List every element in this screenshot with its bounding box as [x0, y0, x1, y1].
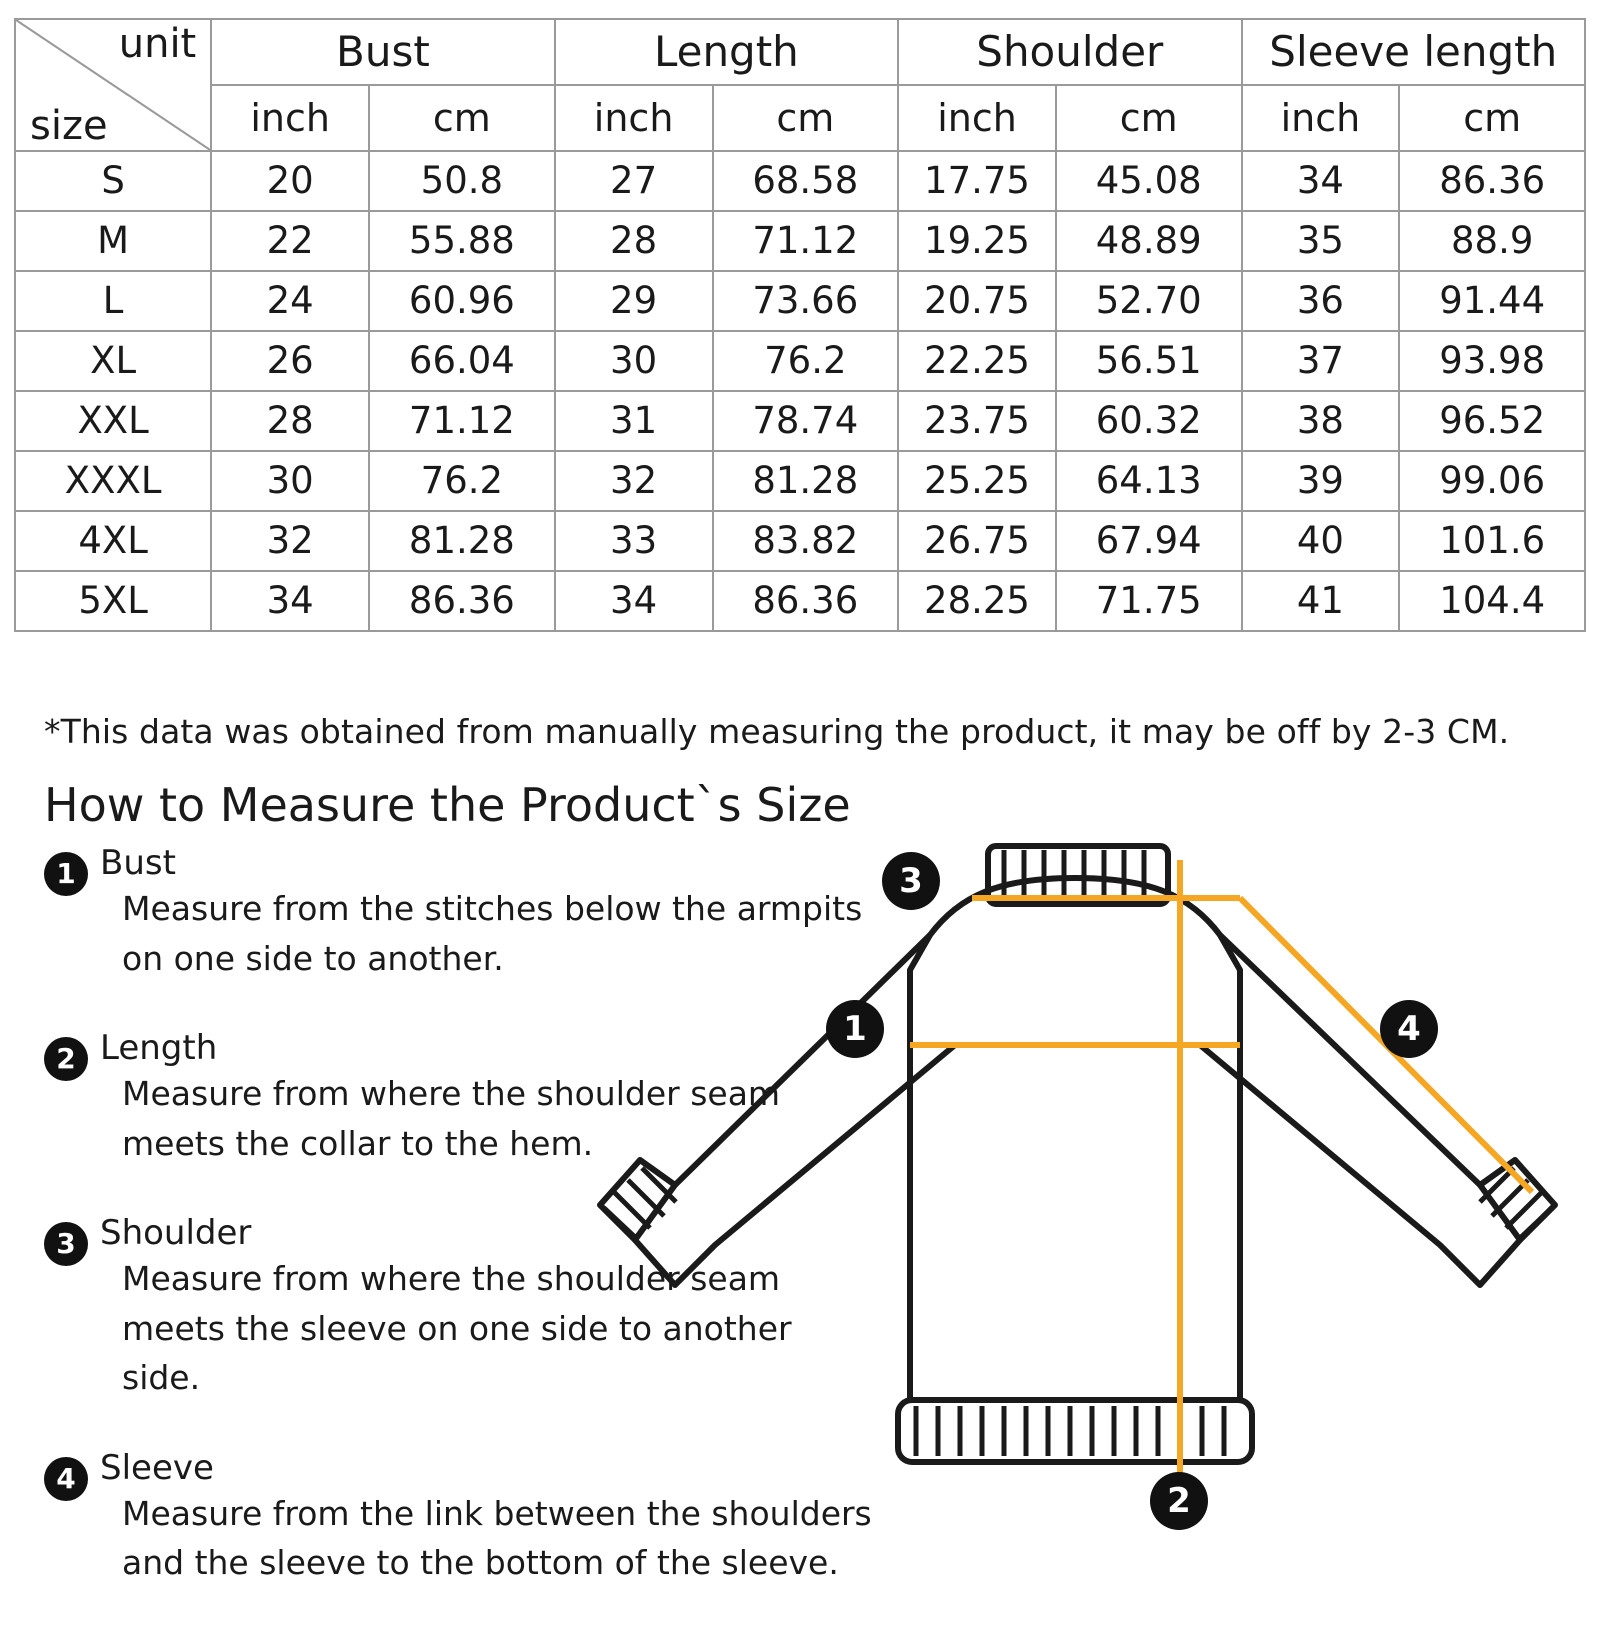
subheader-bust-cm: cm — [369, 85, 555, 151]
cell-sleeve-cm: 86.36 — [1399, 151, 1585, 211]
subheader-sleeve-inch: inch — [1242, 85, 1400, 151]
cell-length-cm: 78.74 — [713, 391, 899, 451]
cell-sleeve-inch: 39 — [1242, 451, 1400, 511]
diagram-marker-3: 3 — [882, 852, 940, 910]
subheader-shoulder-inch: inch — [898, 85, 1056, 151]
cell-bust-cm: 60.96 — [369, 271, 555, 331]
cell-bust-inch: 30 — [211, 451, 369, 511]
cell-sleeve-inch: 34 — [1242, 151, 1400, 211]
group-header-sleeve-length: Sleeve length — [1242, 19, 1585, 85]
cell-shoulder-cm: 60.32 — [1056, 391, 1242, 451]
cell-length-cm: 86.36 — [713, 571, 899, 631]
cell-bust-inch: 22 — [211, 211, 369, 271]
subheader-bust-inch: inch — [211, 85, 369, 151]
measurement-disclaimer: *This data was obtained from manually measuring the product, it may be off by 2-3 CM. — [44, 712, 1510, 751]
sweater-illustration — [580, 840, 1590, 1580]
table-row — [15, 151, 1585, 211]
table-header-group-row — [15, 19, 1585, 85]
cell-length-inch: 33 — [555, 511, 713, 571]
cell-bust-cm: 66.04 — [369, 331, 555, 391]
row-size: XL — [15, 331, 211, 391]
cell-length-inch: 34 — [555, 571, 713, 631]
table-subheader-row — [15, 85, 1585, 151]
step-number-badge: 3 — [44, 1222, 88, 1266]
cell-sleeve-cm: 99.06 — [1399, 451, 1585, 511]
step-number-badge: 2 — [44, 1037, 88, 1081]
table-row — [15, 331, 1585, 391]
cell-length-cm: 68.58 — [713, 151, 899, 211]
cell-bust-inch: 20 — [211, 151, 369, 211]
table-row — [15, 271, 1585, 331]
cell-length-inch: 29 — [555, 271, 713, 331]
cell-length-inch: 32 — [555, 451, 713, 511]
cell-shoulder-cm: 71.75 — [1056, 571, 1242, 631]
cell-sleeve-inch: 38 — [1242, 391, 1400, 451]
cell-bust-cm: 71.12 — [369, 391, 555, 451]
cell-bust-cm: 81.28 — [369, 511, 555, 571]
body-outline — [910, 878, 1240, 1400]
table-row — [15, 451, 1585, 511]
step-title: Sleeve — [100, 1447, 214, 1488]
cell-length-cm: 73.66 — [713, 271, 899, 331]
cell-length-inch: 27 — [555, 151, 713, 211]
group-header-length: Length — [555, 19, 898, 85]
row-size: XXXL — [15, 451, 211, 511]
cell-shoulder-cm: 64.13 — [1056, 451, 1242, 511]
cell-bust-inch: 32 — [211, 511, 369, 571]
cell-shoulder-inch: 28.25 — [898, 571, 1056, 631]
row-size: XXL — [15, 391, 211, 451]
cell-bust-inch: 34 — [211, 571, 369, 631]
cell-shoulder-inch: 22.25 — [898, 331, 1056, 391]
table-row — [15, 211, 1585, 271]
cell-sleeve-cm: 101.6 — [1399, 511, 1585, 571]
cell-bust-inch: 24 — [211, 271, 369, 331]
cell-sleeve-cm: 93.98 — [1399, 331, 1585, 391]
subheader-length-inch: inch — [555, 85, 713, 151]
garment-measurement-diagram — [580, 840, 1590, 1580]
diagram-marker-2: 2 — [1150, 1472, 1208, 1530]
cell-shoulder-inch: 19.25 — [898, 211, 1056, 271]
size-table-container — [14, 18, 1586, 632]
table-row — [15, 391, 1585, 451]
cell-shoulder-inch: 23.75 — [898, 391, 1056, 451]
how-to-measure-title: How to Measure the Product`s Size — [44, 778, 851, 832]
row-size: 5XL — [15, 571, 211, 631]
cell-shoulder-inch: 26.75 — [898, 511, 1056, 571]
cell-bust-inch: 28 — [211, 391, 369, 451]
cell-sleeve-inch: 36 — [1242, 271, 1400, 331]
row-size: S — [15, 151, 211, 211]
table-row — [15, 571, 1585, 631]
cell-length-inch: 30 — [555, 331, 713, 391]
step-number-badge: 4 — [44, 1457, 88, 1501]
hem-outline — [898, 1400, 1252, 1462]
step-title: Shoulder — [100, 1213, 252, 1253]
cell-shoulder-cm: 45.08 — [1056, 151, 1242, 211]
subheader-sleeve-cm: cm — [1399, 85, 1585, 151]
cell-bust-inch: 26 — [211, 331, 369, 391]
step-title: Bust — [100, 843, 176, 883]
table-row — [15, 511, 1585, 571]
cell-sleeve-cm: 91.44 — [1399, 271, 1585, 331]
subheader-length-cm: cm — [713, 85, 899, 151]
cell-bust-cm: 50.8 — [369, 151, 555, 211]
cell-length-inch: 28 — [555, 211, 713, 271]
cell-shoulder-cm: 67.94 — [1056, 511, 1242, 571]
cell-bust-cm: 76.2 — [369, 451, 555, 511]
cell-bust-cm: 86.36 — [369, 571, 555, 631]
cell-bust-cm: 55.88 — [369, 211, 555, 271]
cell-shoulder-cm: 52.70 — [1056, 271, 1242, 331]
group-header-bust: Bust — [211, 19, 554, 85]
table-corner-cell — [15, 19, 211, 151]
step-description: Measure from where the shoulder seam meets the sleeve on one side to another side. — [122, 1259, 792, 1397]
cell-shoulder-cm: 56.51 — [1056, 331, 1242, 391]
step-description: Measure from the stitches below the armpits on one side to another. — [122, 889, 863, 978]
size-table — [14, 18, 1586, 632]
cell-sleeve-cm: 104.4 — [1399, 571, 1585, 631]
cell-sleeve-inch: 35 — [1242, 211, 1400, 271]
right-sleeve-outline — [1200, 935, 1520, 1285]
unit-label: unit — [118, 21, 197, 67]
diagram-marker-4: 4 — [1380, 1000, 1438, 1058]
row-size: M — [15, 211, 211, 271]
cell-length-cm: 76.2 — [713, 331, 899, 391]
step-description: Measure from the link between the shoulders and the sleeve to the bottom of the sleeve. — [122, 1493, 872, 1582]
cell-shoulder-inch: 17.75 — [898, 151, 1056, 211]
cell-sleeve-cm: 96.52 — [1399, 391, 1585, 451]
step-description: Measure from where the shoulder seam meets the collar to the hem. — [122, 1074, 781, 1163]
cell-shoulder-inch: 20.75 — [898, 271, 1056, 331]
cell-sleeve-inch: 41 — [1242, 571, 1400, 631]
cell-sleeve-inch: 37 — [1242, 331, 1400, 391]
step-number-badge: 1 — [44, 852, 88, 896]
cell-shoulder-cm: 48.89 — [1056, 211, 1242, 271]
subheader-shoulder-cm: cm — [1056, 85, 1242, 151]
cell-shoulder-inch: 25.25 — [898, 451, 1056, 511]
measurement-lines — [910, 860, 1532, 1480]
diagram-marker-1: 1 — [826, 1000, 884, 1058]
cell-length-cm: 71.12 — [713, 211, 899, 271]
size-label: size — [30, 103, 108, 149]
row-size: 4XL — [15, 511, 211, 571]
cell-length-cm: 81.28 — [713, 451, 899, 511]
cell-sleeve-cm: 88.9 — [1399, 211, 1585, 271]
group-header-shoulder: Shoulder — [898, 19, 1241, 85]
collar-ribbing — [1004, 850, 1144, 900]
step-title: Length — [100, 1028, 218, 1068]
cell-length-cm: 83.82 — [713, 511, 899, 571]
cell-sleeve-inch: 40 — [1242, 511, 1400, 571]
row-size: L — [15, 271, 211, 331]
cell-length-inch: 31 — [555, 391, 713, 451]
